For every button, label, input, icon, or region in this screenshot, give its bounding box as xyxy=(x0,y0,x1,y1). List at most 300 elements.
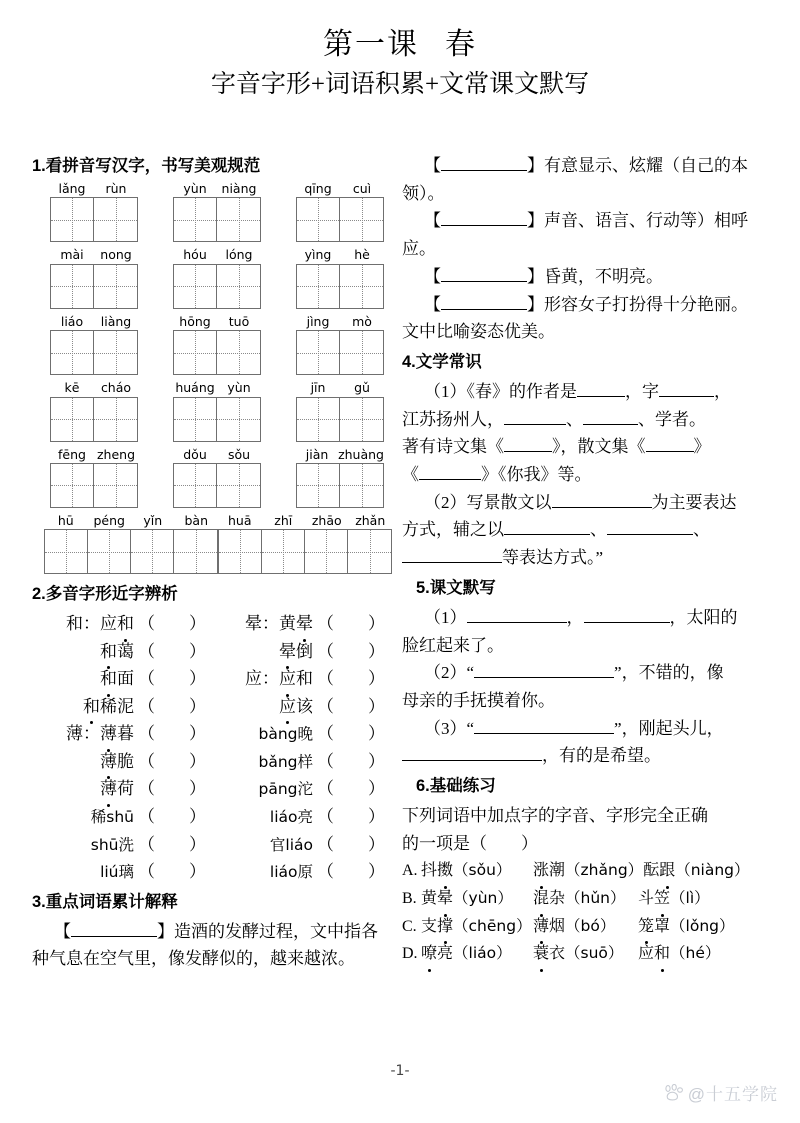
polyphone-word xyxy=(32,720,138,748)
choice-option[interactable] xyxy=(402,885,778,913)
word-char: 抖 xyxy=(421,862,438,880)
word-char: 暮 xyxy=(117,724,134,744)
tianzige-grid[interactable] xyxy=(296,463,384,508)
baidu-paw-icon xyxy=(664,1084,684,1102)
answer-paren[interactable]: （ ） xyxy=(138,751,206,771)
tianzige-cell[interactable] xyxy=(45,530,88,573)
answer-paren[interactable]: （ ） xyxy=(317,751,385,771)
choice-term xyxy=(638,885,778,913)
answer-blank[interactable] xyxy=(402,546,502,563)
pinyin-label-row xyxy=(173,315,261,329)
tianzige-grid[interactable] xyxy=(50,463,138,508)
tianzige-grid[interactable] xyxy=(296,197,384,242)
polyphone-head: 薄： xyxy=(66,724,100,744)
tianzige-grid[interactable] xyxy=(173,197,261,242)
polyphone-line xyxy=(32,638,211,666)
pinyin-syllable: tuō xyxy=(228,313,250,329)
polyphone-word xyxy=(32,665,138,693)
pinyin-grid-item xyxy=(296,182,384,242)
choice-term xyxy=(643,857,778,885)
s5-q1-sep: ， xyxy=(566,607,584,627)
word-char: 倒 xyxy=(296,641,313,661)
answer-paren[interactable]: （ ） xyxy=(317,779,385,799)
dotted-char: 和 xyxy=(100,665,117,693)
polyphone-word xyxy=(32,858,138,886)
tianzige-cell[interactable] xyxy=(340,331,383,374)
pinyin-grid-item xyxy=(173,182,261,242)
tianzige-cell[interactable] xyxy=(174,265,217,308)
choice-label: A. xyxy=(402,862,418,880)
section1-heading: 1.看拼音写汉字，书写美观规范 xyxy=(32,157,261,175)
tianzige-cell[interactable] xyxy=(297,464,340,507)
pinyin-syllable: rùn xyxy=(105,181,127,196)
polyphone-line xyxy=(211,748,390,776)
dotted-char: 笠 xyxy=(654,885,670,913)
answer-paren[interactable]: （ ） xyxy=(317,834,385,854)
pinyin-syllable: bàn xyxy=(184,512,209,528)
polyphone-line xyxy=(211,775,390,803)
section5-q3-line2 xyxy=(402,742,778,770)
pinyin-grid-item xyxy=(44,514,218,574)
tianzige-cell[interactable] xyxy=(340,265,383,308)
s5-q3-label: （3）“ xyxy=(424,718,475,738)
tianzige-cell[interactable] xyxy=(51,464,94,507)
choice-term xyxy=(533,857,643,885)
word-char: 黄 xyxy=(279,614,296,634)
tianzige-cell[interactable] xyxy=(217,265,260,308)
pinyin-syllable: dǒu xyxy=(183,446,207,462)
tianzige-cell[interactable] xyxy=(174,464,217,507)
word-char: 荷 xyxy=(117,779,134,799)
polyphone-line xyxy=(211,858,390,886)
polyphone-line xyxy=(32,858,211,886)
pinyin-syllable: jiàn xyxy=(305,446,329,462)
word-char: 罩 xyxy=(654,917,671,935)
word-char: 蔼 xyxy=(117,641,134,661)
pinyin-syllable: kē xyxy=(64,380,80,396)
pinyin-syllable: lóng xyxy=(225,247,253,263)
pinyin-syllable: zhǎn xyxy=(355,512,386,528)
tianzige-cell[interactable] xyxy=(51,331,94,374)
answer-paren[interactable]: （ ） xyxy=(317,696,385,716)
tianzige-grid[interactable] xyxy=(173,264,261,309)
polyphone-line xyxy=(211,831,390,859)
choice-pinyin: （suō） xyxy=(565,944,624,963)
pinyin-syllable: gǔ xyxy=(354,380,370,396)
answer-blank[interactable] xyxy=(577,380,625,397)
answer-paren[interactable]: （ ） xyxy=(317,724,385,744)
definition-text: 】形容女子打扮得十分艳丽。 xyxy=(527,294,748,314)
polyphone-line xyxy=(211,720,390,748)
dotted-char: 薄 xyxy=(100,720,117,748)
answer-blank[interactable] xyxy=(467,606,567,623)
answer-paren[interactable]: （ ） xyxy=(317,862,385,882)
pinyin-grid-item xyxy=(296,448,384,508)
choice-option[interactable] xyxy=(402,913,778,941)
dotted-char: 和 xyxy=(654,940,670,968)
answer-blank[interactable] xyxy=(441,209,527,226)
pinyin-label-row xyxy=(173,248,261,262)
polyphone-word xyxy=(211,638,317,666)
answer-paren[interactable]: （ ） xyxy=(317,806,385,826)
polyphone-word xyxy=(211,693,317,721)
word-char: 烟 xyxy=(549,917,566,935)
pinyin-label-row xyxy=(173,381,261,395)
tianzige-grid[interactable] xyxy=(296,330,384,375)
dotted-char: 和 xyxy=(83,693,100,721)
tianzige-cell[interactable] xyxy=(94,464,137,507)
dotted-char: 笼 xyxy=(638,913,654,941)
choice-pinyin: （zhǎng） xyxy=(565,861,644,880)
polyphone-word xyxy=(211,858,317,886)
pinyin-syllable: liàng xyxy=(100,313,132,329)
pinyin-row xyxy=(32,514,390,574)
word-char: 和 xyxy=(296,669,313,689)
pinyin-grid-item xyxy=(218,514,392,574)
dotted-char: 薄 xyxy=(100,748,117,776)
s5-q3-tail2: ，有的是希望。 xyxy=(542,746,661,766)
word-text: liáo原 xyxy=(269,863,313,882)
pinyin-syllable: jìng xyxy=(306,313,330,329)
dotted-char: 涨 xyxy=(533,857,549,885)
pinyin-grid-item xyxy=(173,448,261,508)
pinyin-syllable: zheng xyxy=(96,446,136,462)
s5-q2-tail: ”，不错的，像 xyxy=(614,663,724,683)
answer-paren[interactable]: （ ） xyxy=(138,862,206,882)
answer-blank[interactable] xyxy=(504,518,590,535)
bracket-open: 【 xyxy=(424,211,441,231)
answer-blank[interactable] xyxy=(646,435,694,452)
answer-blank[interactable] xyxy=(583,407,638,424)
polyphone-head: 晕： xyxy=(245,614,279,634)
pinyin-label-row xyxy=(296,381,384,395)
choice-pinyin: （chēng） xyxy=(453,916,532,935)
polyphone-word xyxy=(211,748,317,776)
answer-blank[interactable] xyxy=(504,435,552,452)
pinyin-syllable: niàng xyxy=(221,181,257,196)
tianzige-grid[interactable] xyxy=(44,529,218,574)
choice-label: D. xyxy=(402,945,418,963)
bracket-open: 【 xyxy=(424,266,441,286)
polyphone-head: 应： xyxy=(245,669,279,689)
tianzige-grid[interactable] xyxy=(173,330,261,375)
pinyin-row xyxy=(32,381,390,441)
answer-blank[interactable] xyxy=(441,154,527,171)
answer-paren[interactable]: （ ） xyxy=(317,641,385,661)
answer-blank[interactable] xyxy=(402,744,542,761)
section5-q2-line2: 母亲的手抚摸着你。 xyxy=(402,690,555,710)
section4-q1-line3 xyxy=(402,433,778,461)
polyphone-line xyxy=(32,748,211,776)
pinyin-syllable: huā xyxy=(227,512,252,528)
answer-blank[interactable] xyxy=(474,717,614,734)
pinyin-grid-item xyxy=(173,315,261,375)
choice-pinyin: （liáo） xyxy=(453,944,512,963)
section6-heading: 6.基础练习 xyxy=(416,777,496,796)
tianzige-cell[interactable] xyxy=(348,530,391,573)
right-column xyxy=(390,152,800,968)
answer-paren[interactable]: （ ） xyxy=(138,669,206,689)
tianzige-cell[interactable] xyxy=(51,198,94,241)
tianzige-cell[interactable] xyxy=(217,331,260,374)
pinyin-grid-item xyxy=(296,315,384,375)
polyphone-line xyxy=(32,693,211,721)
section3-item-4 xyxy=(402,263,778,291)
tianzige-cell[interactable] xyxy=(94,398,137,441)
polyphone-line xyxy=(211,610,390,638)
polyphone-line xyxy=(32,610,211,638)
polyphone-word xyxy=(32,748,138,776)
polyphone-line xyxy=(32,775,211,803)
word-text: 稀shū xyxy=(90,807,134,826)
page-title xyxy=(0,26,800,64)
answer-paren[interactable]: （ ） xyxy=(138,696,206,716)
tianzige-cell[interactable] xyxy=(88,530,131,573)
choice-pinyin: （lì） xyxy=(670,888,710,907)
choice-pinyin: （hǔn） xyxy=(565,888,626,907)
answer-blank[interactable] xyxy=(607,518,693,535)
choice-option[interactable] xyxy=(402,940,778,968)
choice-pinyin: （hé） xyxy=(670,944,721,963)
pinyin-syllable: hōng xyxy=(179,313,211,329)
polyphone-word xyxy=(32,638,138,666)
pinyin-row xyxy=(32,315,390,375)
definition-text: 】声音、语言、行动等）相呼 xyxy=(527,211,748,231)
tianzige-cell[interactable] xyxy=(94,198,137,241)
tianzige-cell[interactable] xyxy=(94,265,137,308)
polyphone-word xyxy=(211,610,317,638)
q1-text-g: 著有诗文集《 xyxy=(402,437,504,457)
choice-term xyxy=(533,940,638,968)
definition-text: 】有意显示、炫耀（自己的本 xyxy=(527,156,748,175)
answer-blank[interactable] xyxy=(441,265,527,282)
tianzige-cell[interactable] xyxy=(217,198,260,241)
section3-heading: 3.重点词语累计解释 xyxy=(32,892,178,911)
dotted-char: 混 xyxy=(533,885,549,913)
word-char: 该 xyxy=(296,696,313,716)
word-char: 应 xyxy=(638,945,655,963)
polyphone-line xyxy=(32,665,211,693)
tianzige-cell[interactable] xyxy=(297,265,340,308)
pinyin-grid-item xyxy=(296,248,384,308)
choice-option[interactable] xyxy=(402,857,778,885)
dotted-char: 撑 xyxy=(437,913,453,941)
polyphone-word xyxy=(32,775,138,803)
pinyin-grid-item xyxy=(173,248,261,308)
pinyin-label-row xyxy=(296,448,384,462)
word-text: liú璃 xyxy=(100,863,134,882)
section6-prompt-line2: 的一项是（ ） xyxy=(402,833,538,853)
pinyin-syllable: péng xyxy=(93,512,125,528)
polyphone-word xyxy=(32,610,138,638)
tianzige-cell[interactable] xyxy=(217,464,260,507)
page-number: -1- xyxy=(390,1063,410,1079)
tianzige-grid[interactable] xyxy=(50,264,138,309)
section4-heading: 4.文学常识 xyxy=(402,352,482,371)
answer-paren[interactable]: （ ） xyxy=(138,614,206,634)
word-char: 衣 xyxy=(549,945,566,963)
word-text: 官liáo xyxy=(269,835,313,854)
tianzige-cell[interactable] xyxy=(94,331,137,374)
pinyin-syllable: hóu xyxy=(183,247,207,263)
tianzige-cell[interactable] xyxy=(219,530,262,573)
tianzige-grid[interactable] xyxy=(296,397,384,442)
tianzige-cell[interactable] xyxy=(297,198,340,241)
pinyin-syllable: yùn xyxy=(227,380,251,396)
tianzige-grid[interactable] xyxy=(50,197,138,242)
pinyin-syllable: nong xyxy=(100,247,132,263)
word-char: 面 xyxy=(117,669,134,689)
dotted-char: 和 xyxy=(117,610,134,638)
q1-text-a: （1）《春》的作者是 xyxy=(424,381,577,401)
section3-item-5-line2: 文中比喻姿态优美。 xyxy=(402,322,555,342)
tianzige-cell[interactable] xyxy=(174,398,217,441)
tianzige-cell[interactable] xyxy=(174,530,217,573)
tianzige-cell[interactable] xyxy=(305,530,348,573)
word-text: bàng晚 xyxy=(258,725,313,744)
tianzige-cell[interactable] xyxy=(340,398,383,441)
polyphone-line xyxy=(211,638,390,666)
section2-body xyxy=(32,610,390,885)
pinyin-syllable: fēng xyxy=(58,446,86,462)
polyphone-line xyxy=(211,803,390,831)
answer-blank[interactable] xyxy=(441,292,527,309)
word-char: 斗 xyxy=(638,889,655,907)
tianzige-grid[interactable] xyxy=(50,397,138,442)
tianzige-cell[interactable] xyxy=(51,265,94,308)
answer-paren[interactable]: （ ） xyxy=(317,614,385,634)
answer-blank[interactable] xyxy=(584,606,670,623)
q2-text-f: 等表达方式。” xyxy=(502,548,604,568)
section4-q1-line2 xyxy=(402,406,778,434)
tianzige-cell[interactable] xyxy=(297,331,340,374)
tianzige-cell[interactable] xyxy=(340,198,383,241)
bracket-open: 【 xyxy=(54,921,71,941)
pinyin-grid-item xyxy=(173,381,261,441)
section3-item-1-line2: 种气息在空气里，像发酵似的，越来越浓。 xyxy=(32,949,355,969)
tianzige-cell[interactable] xyxy=(340,464,383,507)
q1-text-d: 江苏扬州人， xyxy=(402,409,504,429)
answer-paren[interactable]: （ ） xyxy=(138,724,206,744)
tianzige-cell[interactable] xyxy=(51,398,94,441)
dotted-char: 薄 xyxy=(533,913,549,941)
polyphone-line xyxy=(211,665,390,693)
polyphone-word xyxy=(211,803,317,831)
answer-paren[interactable]: （ ） xyxy=(138,779,206,799)
answer-blank[interactable] xyxy=(71,919,157,936)
answer-blank[interactable] xyxy=(504,407,566,424)
section3-item-1 xyxy=(32,918,390,946)
polyphone-word xyxy=(211,665,317,693)
tianzige-grid[interactable] xyxy=(296,264,384,309)
q1-text-b: ，字 xyxy=(625,381,659,401)
answer-paren[interactable]: （ ） xyxy=(138,641,206,661)
polyphone-word xyxy=(32,803,138,831)
tianzige-cell[interactable] xyxy=(131,530,174,573)
answer-paren[interactable]: （ ） xyxy=(138,806,206,826)
pinyin-syllable: yǐn xyxy=(143,512,163,528)
answer-blank[interactable] xyxy=(474,661,614,678)
answer-blank[interactable] xyxy=(659,380,714,397)
tianzige-cell[interactable] xyxy=(262,530,305,573)
word-text: bǎng样 xyxy=(258,752,313,771)
pinyin-grid-rows xyxy=(32,182,390,574)
pinyin-syllable: mò xyxy=(352,313,372,329)
tianzige-cell[interactable] xyxy=(297,398,340,441)
tianzige-grid[interactable] xyxy=(173,397,261,442)
pinyin-grid-item xyxy=(296,381,384,441)
polyphone-line xyxy=(32,803,211,831)
choice-pinyin: （yùn） xyxy=(453,888,513,907)
polyphone-word xyxy=(32,693,138,721)
dotted-char: 和 xyxy=(100,638,117,666)
pinyin-syllable: jīn xyxy=(310,380,326,396)
q1-text-h: 》，散文集《 xyxy=(552,437,646,457)
choice-term xyxy=(421,857,533,885)
q2-text-b: 为主要表达 xyxy=(651,492,737,512)
word-char: 应 xyxy=(100,614,117,634)
polyphone-line xyxy=(32,720,211,748)
pinyin-syllable: liáo xyxy=(60,313,84,329)
answer-paren[interactable]: （ ） xyxy=(138,834,206,854)
tianzige-cell[interactable] xyxy=(174,331,217,374)
pinyin-syllable: cuì xyxy=(352,181,372,196)
lesson-title: 第一课 xyxy=(323,28,419,61)
polyphone-word xyxy=(32,831,138,859)
tianzige-grid[interactable] xyxy=(173,463,261,508)
pinyin-grid-item xyxy=(50,315,138,375)
pinyin-label-row xyxy=(50,381,138,395)
answer-paren[interactable]: （ ） xyxy=(317,669,385,689)
s5-q2-label: （2）“ xyxy=(424,663,475,683)
pinyin-label-row xyxy=(50,248,138,262)
q1-text-j: 《 xyxy=(402,465,419,485)
choice-term xyxy=(421,913,533,941)
pinyin-label-row xyxy=(44,514,218,528)
section3-item-3-line2: 应。 xyxy=(402,239,436,259)
document-header xyxy=(0,0,800,101)
section3-item-5 xyxy=(402,291,778,319)
section6-prompt-line1: 下列词语中加点字的字音、字形完全正确 xyxy=(402,806,708,826)
answer-blank[interactable] xyxy=(552,491,652,508)
word-char: 酝 xyxy=(643,862,660,880)
choice-pinyin: （niàng） xyxy=(675,861,750,880)
dotted-char: 应 xyxy=(279,665,296,693)
pinyin-syllable: zhāo xyxy=(311,512,342,528)
pinyin-grid-item xyxy=(50,448,138,508)
choice-pinyin: （lǒng） xyxy=(670,916,735,935)
word-char: 泥 xyxy=(117,696,134,716)
polyphone-line xyxy=(211,693,390,721)
polyphone-word xyxy=(211,775,317,803)
bracket-open: 【 xyxy=(424,294,441,314)
pinyin-syllable: yùn xyxy=(183,181,207,196)
section4-q2-line3 xyxy=(402,544,778,572)
pinyin-syllable: hū xyxy=(57,512,74,528)
polyphone-word xyxy=(211,831,317,859)
tianzige-cell[interactable] xyxy=(174,198,217,241)
tianzige-cell[interactable] xyxy=(217,398,260,441)
pinyin-label-row xyxy=(296,248,384,262)
answer-blank[interactable] xyxy=(419,463,481,480)
tianzige-grid[interactable] xyxy=(50,330,138,375)
word-char: 亮 xyxy=(437,945,454,963)
dotted-char: 晕 xyxy=(437,885,453,913)
section3-item-3 xyxy=(402,207,778,235)
dotted-char: 晕 xyxy=(296,610,313,638)
pinyin-label-row xyxy=(50,315,138,329)
tianzige-grid[interactable] xyxy=(218,529,392,574)
